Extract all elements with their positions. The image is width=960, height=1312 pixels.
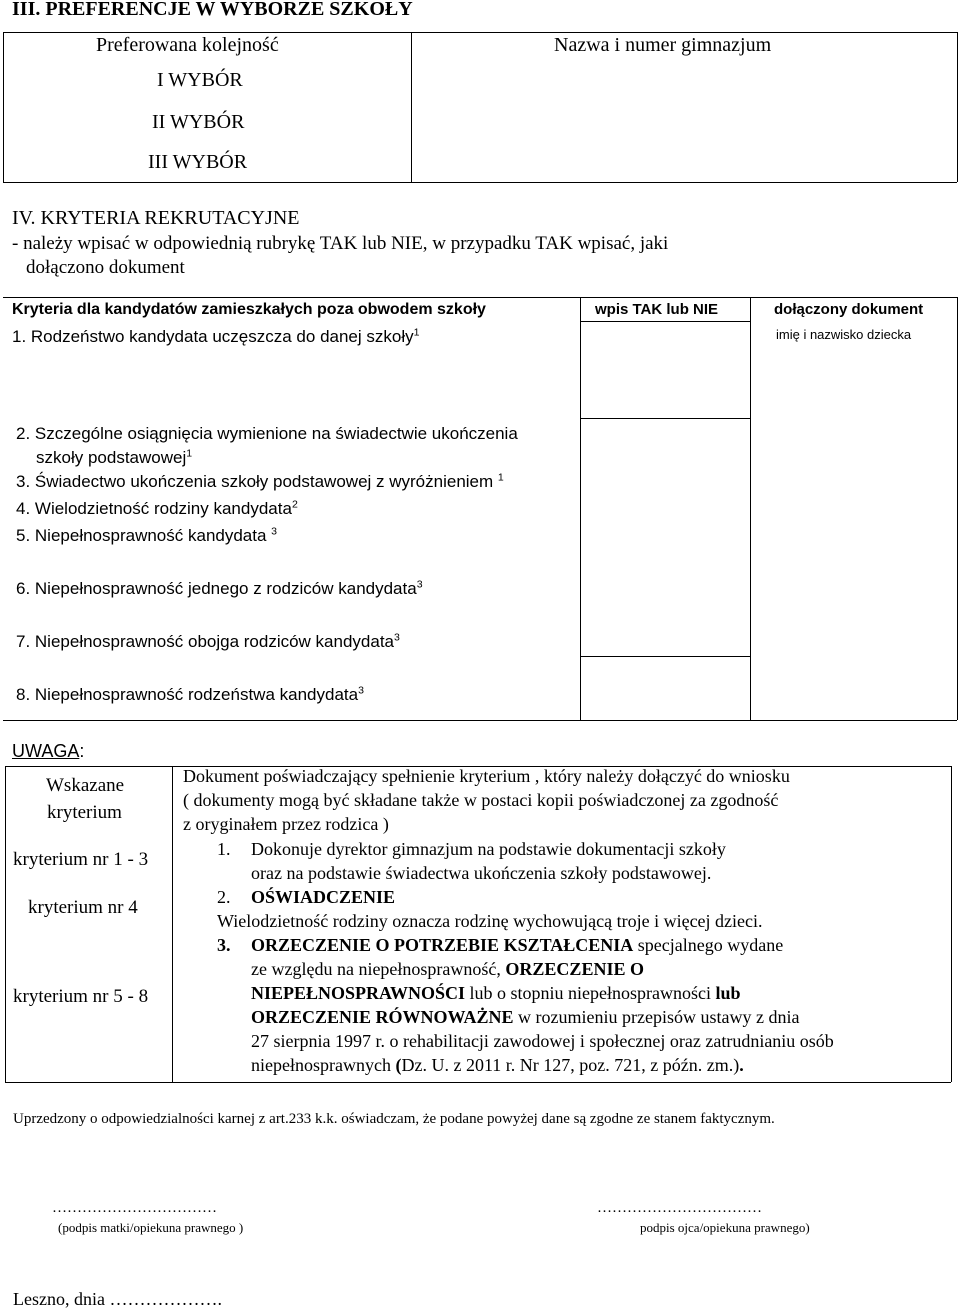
note-item-3-line-3 [251, 983, 741, 1004]
note-label [12, 741, 84, 762]
instruction-line-2: dołączono dokument [26, 257, 185, 278]
note-item-2-title: OŚWIADCZENIE [251, 887, 396, 907]
preferred-order-header: Preferowana kolejność [96, 34, 279, 56]
footnote-marker: 3 [416, 578, 423, 591]
note-right-header-2: ( dokumenty mogą być składane także w postaci kopii poświadczonej za zgodność [183, 790, 779, 810]
note-item-3-part-3: ze względu na niepełnosprawność, [251, 959, 506, 979]
first-choice-label: I WYBÓR [157, 69, 243, 91]
instruction-line-1: - należy wpisać w odpowiednią rubrykę TAK lub NIE, w przypadku TAK wpisać, jaki [12, 233, 669, 254]
note-item-3-number: 3. [217, 935, 231, 955]
second-choice-label: II WYBÓR [152, 111, 245, 133]
criterion-7-text: 7. Niepełnosprawność obojga rodziców kandydata [16, 632, 395, 651]
footnote-marker: 3 [394, 631, 400, 644]
note-right-header-3: z oryginałem przez rodzica ) [183, 814, 389, 834]
note-item-3-part-14: . [739, 1055, 744, 1075]
note-item-1-line-1: Dokonuje dyrektor gimnazjum na podstawie dokumentacji szkoły [251, 839, 726, 859]
criterion-6-text: 6. Niepełnosprawność jednego z rodziców kandydata [16, 579, 417, 598]
note-item-3-line-2 [251, 959, 644, 980]
note-item-3-line-5: 27 sierpnia 1997 r. o rehabilitacji zawodowej i społecznej oraz zatrudnianiu osób [251, 1031, 834, 1051]
criterion-2-line-2 [36, 448, 192, 468]
note-item-3-line-6 [251, 1055, 744, 1076]
third-choice-label: III WYBÓR [148, 151, 248, 173]
footnote-marker: 3 [271, 525, 278, 538]
note-item-2-number: 2. [217, 887, 231, 907]
criterion-8-text: 8. Niepełnosprawność rodzeństwa kandydata [16, 685, 359, 704]
note-criterion-5-8: kryterium nr 5 - 8 [13, 986, 149, 1007]
footnote-marker: 2 [291, 498, 298, 511]
criterion-1 [12, 327, 419, 347]
criterion-2-text: szkoły podstawowej [36, 448, 187, 467]
criterion-3 [16, 472, 504, 492]
note-item-3-part-12: ( [395, 1055, 402, 1075]
criterion-4-text: 4. Wielodzietność rodziny kandydata [16, 499, 292, 518]
yes-no-header: wpis TAK lub NIE [595, 301, 719, 318]
section4-title: IV. KRYTERIA REKRUTACYJNE [12, 207, 300, 229]
school-name-header: Nazwa i numer gimnazjum [554, 34, 772, 56]
document-header: dołączony dokument [774, 301, 924, 318]
note-item-3-part-4: ORZECZENIE O [505, 959, 644, 979]
note-item-3-part-2: specjalnego wydane [633, 935, 784, 955]
footnote-marker: 1 [186, 447, 193, 460]
note-item-3-line-4 [251, 1007, 799, 1028]
note-left-header-2: kryterium [47, 802, 122, 823]
criterion-3-text: 3. Świadectwo ukończenia szkoły podstawowej z wyróżnieniem [16, 472, 494, 491]
note-criterion-4: kryterium nr 4 [28, 897, 138, 918]
criterion-7 [16, 632, 400, 652]
note-item-3-line-1 [251, 935, 783, 956]
note-item-3-part-7: lub [715, 983, 741, 1003]
father-signature-label: podpis ojca/opiekuna prawnego) [640, 1220, 810, 1235]
mother-signature-label: (podpis matki/opiekuna prawnego ) [58, 1220, 244, 1235]
place-and-date: Leszno, dnia ………………. [13, 1289, 222, 1309]
note-item-3-part-1: ORZECZENIE O POTRZEBIE KSZTAŁCENIA [251, 935, 634, 955]
note-left-header-1: Wskazane [46, 775, 125, 796]
footnote-marker: 3 [358, 684, 364, 697]
sibling-name-label: imię i nazwisko dziecka [776, 327, 912, 342]
note-criterion-1-3: kryterium nr 1 - 3 [13, 849, 149, 870]
footnote-marker: 1 [413, 326, 420, 339]
criterion-4 [16, 499, 298, 519]
note-label-colon: : [79, 741, 85, 761]
section3-title: III. PREFERENCJE W WYBORZE SZKOŁY [12, 0, 413, 20]
criterion-2-line-1: 2. Szczególne osiągnięcia wymienione na świadectwie ukończenia [16, 424, 518, 443]
note-item-1-number: 1. [217, 839, 231, 859]
note-item-1-line-2: oraz na podstawie świadectwa ukończenia szkoły podstawowej. [251, 863, 712, 883]
criterion-1-text: 1. Rodzeństwo kandydata uczęszcza do danej szkoły [12, 327, 414, 346]
note-item-3-part-6: lub o stopniu niepełnosprawności [465, 983, 716, 1003]
note-item-3-part-11: niepełnosprawnych [251, 1055, 396, 1075]
criteria-header: Kryteria dla kandydatów zamieszkałych poza obwodem szkoły [12, 301, 486, 318]
note-label-text: UWAGA [12, 741, 80, 761]
criterion-6 [16, 579, 423, 599]
father-signature-dots: …………………………… [597, 1200, 762, 1216]
note-item-2-text: Wielodzietność rodziny oznacza rodzinę wychowującą troje i więcej dzieci. [217, 911, 763, 931]
footnote-marker: 1 [497, 471, 504, 484]
liability-statement: Uprzedzony o odpowiedzialności karnej z art.233 k.k. oświadczam, że podane powyżej dane są zgodne ze stanem faktycznym. [13, 1111, 775, 1127]
note-item-3-part-13: Dz. U. z 2011 r. Nr 127, poz. 721, z późn. zm.) [401, 1055, 740, 1075]
mother-signature-dots: …………………………… [52, 1200, 217, 1216]
note-right-header-1: Dokument poświadczający spełnienie kryterium , który należy dołączyć do wniosku [183, 766, 790, 786]
note-item-3-part-8: ORZECZENIE RÓWNOWAŻNE [251, 1007, 514, 1027]
criterion-5 [16, 526, 277, 546]
note-item-3-part-5: NIEPEŁNOSPRAWNOŚCI [251, 983, 466, 1003]
criterion-5-text: 5. Niepełnosprawność kandydata [16, 526, 267, 545]
note-item-3-part-9: w rozumieniu przepisów ustawy z dnia [513, 1007, 800, 1027]
criterion-8 [16, 685, 364, 705]
